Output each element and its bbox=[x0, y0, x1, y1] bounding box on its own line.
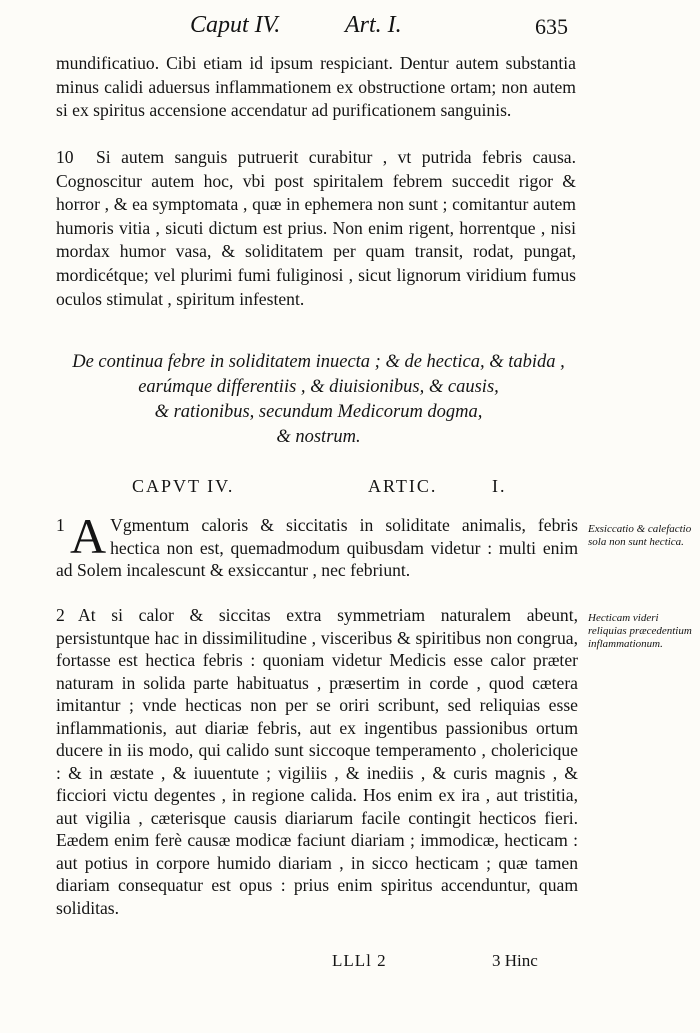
section-text: Vgmentum caloris & siccitatis in soliditate animalis, febris hectica non est, quemadmodum quibusdam videtur : multi enim ad Solem incalescunt & exsiccantur , nec febriunt. bbox=[56, 515, 578, 580]
subtitle-line-3: & nostrum. bbox=[276, 427, 361, 447]
drop-cap: A bbox=[70, 508, 107, 564]
signature-mark: LLLl 2 bbox=[332, 951, 387, 970]
running-head-article: Art. I. bbox=[345, 12, 402, 38]
chapter-heading-caput: CAPVT IV. bbox=[132, 476, 235, 496]
paragraph-continuation: mundificatiuo. Cibi etiam id ipsum respiciant. Dentur autem substantia minus calidi aduersus inflammationem ex obstructione ortam; non autem si ex spiritus accensione accendatur ad purificationem sanguinis. bbox=[56, 53, 576, 121]
catchword: 3 Hinc bbox=[492, 951, 538, 970]
paragraph-number: 10 bbox=[56, 147, 74, 167]
section-number: 1 bbox=[56, 515, 65, 535]
page-number: 635 bbox=[535, 14, 568, 39]
subtitle-line-1: De continua febre in soliditatem inuecta ; & de hectica, & tabida , earúmque differentiis , & diuisionibus, & causis, bbox=[72, 352, 565, 397]
running-head-caput: Caput IV. bbox=[190, 12, 281, 38]
subtitle-line-2: & rationibus, secundum Medicorum dogma, bbox=[154, 402, 483, 422]
section-number: 2 bbox=[56, 605, 65, 625]
section-1 bbox=[56, 508, 578, 582]
margin-note-1: Exsiccatio & calefactio sola non sunt hectica. bbox=[588, 523, 692, 548]
chapter-heading-number: I. bbox=[492, 476, 507, 496]
chapter-subtitle bbox=[56, 350, 581, 450]
chapter-heading-artic: ARTIC. bbox=[368, 476, 438, 496]
paragraph-text: Si autem sanguis putruerit curabitur , vt putrida febris causa. Cognoscitur autem hoc, vbi post spiritalem febrem succedit rigor & horror , & ea symptomata , quæ in ephemera non sunt ; comitantur autem humoris vitia , sicuti dictum est prius. Non enim rigent, horrentque , nisi mordax humor vasa, & soliditatem per quam transit, rodat, pungat, mordicétque; vel plurimi fumi fuliginosi , sicut lignorum viridium fumus oculos stimulat , spiritum infestent. bbox=[56, 147, 576, 309]
paragraph-10 bbox=[56, 146, 576, 311]
margin-note-2: Hecticam videri reliquias præcedentium inflammationum. bbox=[588, 612, 692, 650]
section-2 bbox=[56, 604, 578, 919]
section-text: At si calor & siccitas extra symmetriam naturalem abeunt, persistuntque hac in dissimilitudine , visceribus & spiritibus non congrua, fortasse est hectica febris : quoniam videtur Medicis esse calor præter naturam in solida parte habituatus , præsertim in corde , quod cætera imitantur ; vnde hecticas non per se oriri scribunt, sed reliquias esse inflammationis, aut diariæ febris, aut ex ingentibus passionibus ortum ducere in iis modo, qui calido sunt siccoque temperamento , cholericique : & in æstate , & iuuentute ; vigiliis , & inediis , & curis magnis , & ficciori victu degentes , in regione calida. Hos enim ex ira , aut tristitia, aut vigilia , cæterisque causis diariarum facile contingit hecticos fieri. Eædem enim ferè causæ modicæ faciunt diariam ; immodicæ, hecticam : aut potius in corpore humido diariam , in sicco hecticam ; quæ tamen diariam consequatur est opus : prius enim spiritus accenduntur, quam soliditas. bbox=[56, 605, 578, 918]
